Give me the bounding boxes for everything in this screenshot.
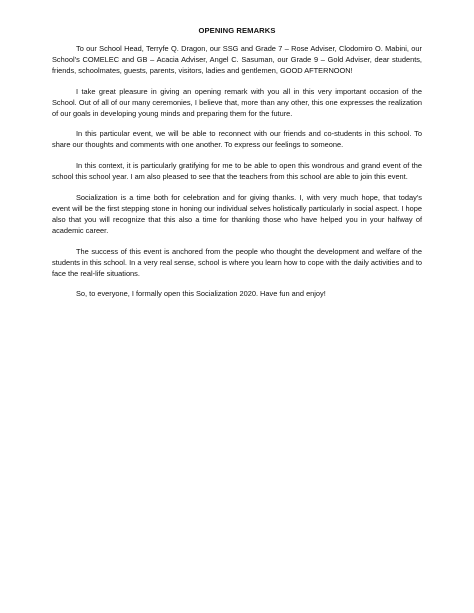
paragraph-success: The success of this event is anchored from the people who thought the development and welfare of the students in this school. In a very real sense, school is where you learn how to cope with the daily activities and to face the real-life situations. xyxy=(52,246,422,278)
document-title: OPENING REMARKS xyxy=(198,26,276,35)
paragraph-greeting: To our School Head, Terryfe Q. Dragon, our SSG and Grade 7 – Rose Adviser, Clodomiro O. Mabini, our School’s COMELEC and GB – Acacia Adviser, Angel C. Sasuman, our Grade 9 – Gold Adviser, dear students, friends, schoolmates, guests, parents, visitors, ladies and gentlemen, GOOD AFTERNOON! xyxy=(52,44,422,75)
paragraph-reconnect: In this particular event, we will be able to reconnect with our friends and co-students in this school. To share our thoughts and comments with one another. To express our feelings to someone. xyxy=(52,129,422,150)
paragraph-opening-remark: I take great pleasure in giving an opening remark with you all in this very important occasion of the School. Out of all of our many ceremonies, I believe that, more than any other, this one expresses the realization of our goals in developing young minds and preparing them for the future. xyxy=(52,86,422,118)
paragraph-context: In this context, it is particularly gratifying for me to be able to open this wondrous and grand event of the school this school year. I am also pleased to see that the teachers from this school are able to join this event. xyxy=(52,161,422,182)
document-body xyxy=(52,44,422,300)
paragraph-socialization: Socialization is a time both for celebration and for giving thanks. I, with very much hope, that today’s event will be the first stepping stone in honing our individual selves holistically particularly in social aspect. I hope also that you will recognize that this also a time for thanking those who have helped you in your halfway of academic career. xyxy=(52,193,422,235)
paragraph-closing: So, to everyone, I formally open this Socialization 2020. Have fun and enjoy! xyxy=(76,289,326,299)
